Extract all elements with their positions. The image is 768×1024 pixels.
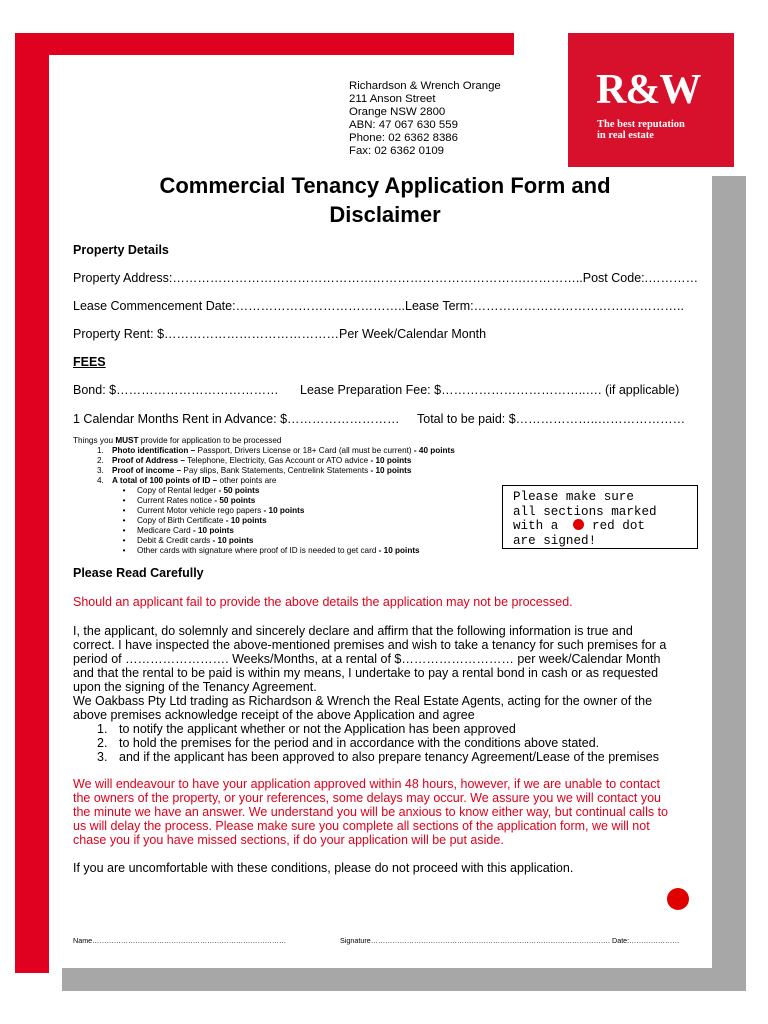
- property-address-field[interactable]: Property Address:………………………………………………………………………….…………..Post Code:.…………: [73, 271, 699, 285]
- agency-fax: Fax: 02 6362 0109: [349, 144, 444, 157]
- red-frame-top: [15, 33, 514, 55]
- date-field[interactable]: Date:…………………: [612, 936, 680, 945]
- lease-prep-fee-field[interactable]: Lease Preparation Fee: $……………………………..…. (if applicable): [300, 383, 680, 397]
- rw-logo: [568, 33, 734, 167]
- gray-frame-right: [712, 176, 746, 991]
- agency-address: [349, 80, 501, 157]
- requirement-item: 3. Proof of income – Pay slips, Bank Statements, Centrelink Statements - 10 points: [97, 466, 412, 475]
- requirement-item: 4. A total of 100 points of ID – other points are: [97, 476, 277, 485]
- id-option: • Current Rates notice - 50 points: [122, 496, 256, 505]
- id-option: • Other cards with signature where proof of ID is needed to get card - 10 points: [122, 546, 420, 555]
- gray-frame-bottom: [62, 968, 746, 991]
- requirements-intro: Things you MUST provide for application to be processed: [73, 436, 282, 445]
- name-field[interactable]: Name………………………………………………………………………: [73, 936, 287, 945]
- agency-phone: Phone: 02 6362 8386: [349, 131, 458, 144]
- id-option: • Debit & Credit cards - 10 points: [122, 536, 254, 545]
- fees-heading: FEES: [73, 355, 106, 369]
- id-option: • Current Motor vehicle rego papers - 10 points: [122, 506, 305, 515]
- property-details-heading: Property Details: [73, 243, 169, 257]
- lease-field[interactable]: Lease Commencement Date:…………………………………..Lease Term:……………………………….…………..: [73, 299, 684, 313]
- requirement-item: 1. Photo identification – Passport, Drivers License or 18+ Card (all must be current) - 40 points: [97, 446, 455, 455]
- agency-name: Richardson & Wrench Orange: [349, 80, 501, 92]
- agree-item: 3. and if the applicant has been approved to also prepare tenancy Agreement/Lease of the premises: [97, 750, 659, 764]
- signature-note-box: Please make sure all sections marked with a red dot are signed!: [502, 485, 698, 549]
- red-frame-left: [15, 33, 49, 973]
- signature-field[interactable]: Signature……………………………………………………………………………………….: [340, 936, 610, 945]
- agree-item: 1. to notify the applicant whether or not the Application has been approved: [97, 722, 516, 736]
- closing-text: If you are uncomfortable with these conditions, please do not proceed with this application.: [73, 861, 574, 875]
- total-field[interactable]: Total to be paid: $………………..…………………: [417, 412, 686, 426]
- read-carefully-heading: Please Read Carefully: [73, 566, 204, 580]
- property-rent-field[interactable]: Property Rent: $……………………………………Per Week/Calendar Month: [73, 327, 487, 341]
- agency-abn: ABN: 47 067 630 559: [349, 118, 458, 131]
- rent-advance-field[interactable]: 1 Calendar Months Rent in Advance: $………………………: [73, 412, 400, 426]
- approval-notice: We will endeavour to have your application approved within 48 hours, however, if we are unable to contact the owners of the property, or your references, some delays may occur. We assure you we will contact you the minute we have an answer. We understand you will be anxious to know either way, but continual calls to us will delay the process. Please make sure you complete all sections of the application form, we will not chase you if you have missed sections, if do your application will be put aside.: [73, 777, 669, 847]
- id-option: • Copy of Rental ledger - 50 points: [122, 486, 260, 495]
- requirements-list: [73, 436, 493, 556]
- id-option: • Copy of Birth Certificate - 10 points: [122, 516, 267, 525]
- declaration-paragraph: I, the applicant, do solemnly and sincerely declare and affirm that the following information is true and correct. I have inspected the above-mentioned premises and wish to take a tenancy for such premises for a period of ……………………. Weeks/Months, at a rental of $……………………… per week/Calendar Month and that the rental to be paid is within my means, I undertake to pay a rental bond in cash or as requested upon the signing of the Tenancy Agreement. We Oakbass Pty Ltd trading as Richardson & Wrench the Real Estate Agents, acting for the owner of the above premises acknowledge receipt of the above Application and agree 1. to notify the applicant whether or not the Application has been approved 2. to hold the premises for the period and in accordance with the conditions above stated. 3. and if the applicant has been approved to also prepare tenancy Agreement/Lease of the premises: [73, 624, 713, 764]
- agency-street: 211 Anson Street: [349, 92, 436, 105]
- page-title: Commercial Tenancy Application Form and Disclaimer: [159, 173, 611, 227]
- bond-field[interactable]: Bond: $…………………………………: [73, 383, 279, 397]
- agency-city: Orange NSW 2800: [349, 105, 446, 118]
- id-option: • Medicare Card - 10 points: [122, 526, 234, 535]
- agree-item: 2. to hold the premises for the period and in accordance with the conditions above stated.: [97, 736, 600, 750]
- logo-tagline: The best reputation in real estate: [597, 119, 685, 141]
- warning-text: Should an applicant fail to provide the above details the application may not be processed.: [73, 595, 573, 609]
- logo-text: R&W: [596, 67, 701, 113]
- red-dot-icon: [573, 519, 584, 530]
- requirement-item: 2. Proof of Address – Telephone, Electricity, Gas Account or ATO advice - 10 points: [97, 456, 412, 465]
- red-dot-icon: [667, 888, 689, 910]
